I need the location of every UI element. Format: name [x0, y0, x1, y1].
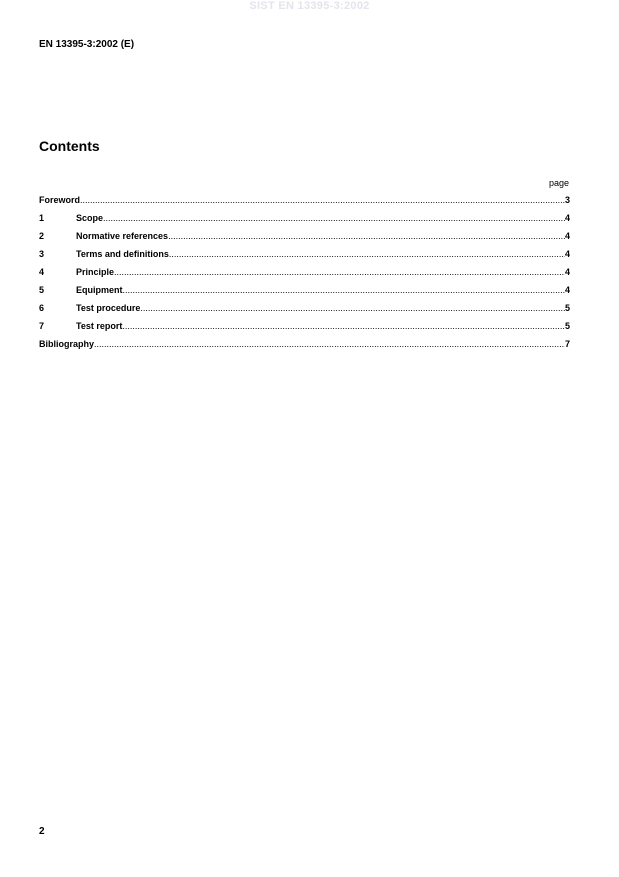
toc-entry-title: Scope	[76, 213, 104, 223]
toc-entry-number: 1	[39, 213, 45, 223]
toc-entry-title: Terms and definitions	[76, 249, 169, 259]
toc-entry-title: Test procedure	[76, 303, 141, 313]
table-of-contents	[39, 194, 570, 356]
toc-entry-terms-and-definitions[interactable]	[39, 248, 570, 266]
toc-dot-leader	[140, 303, 565, 314]
toc-entry-page: 4	[564, 249, 570, 259]
toc-dot-leader	[123, 285, 565, 296]
toc-dot-leader	[114, 267, 565, 278]
toc-entry-title: Test report	[76, 321, 123, 331]
toc-entry-title: Bibliography	[39, 339, 95, 349]
toc-entry-foreword[interactable]	[39, 194, 570, 212]
toc-entry-number: 3	[39, 249, 45, 259]
toc-dot-leader	[94, 339, 565, 350]
toc-entry-equipment[interactable]	[39, 284, 570, 302]
toc-entry-number: 4	[39, 267, 45, 277]
page-column-label: page	[548, 178, 569, 188]
toc-dot-leader	[168, 231, 565, 242]
toc-entry-normative-references[interactable]	[39, 230, 570, 248]
toc-entry-bibliography[interactable]	[39, 338, 570, 356]
toc-entry-page: 5	[564, 321, 570, 331]
toc-dot-leader	[169, 249, 565, 260]
toc-entry-scope[interactable]	[39, 212, 570, 230]
toc-entry-page: 4	[564, 231, 570, 241]
toc-entry-page: 3	[564, 195, 570, 205]
toc-entry-title: Normative references	[76, 231, 169, 241]
toc-entry-number: 7	[39, 321, 45, 331]
toc-entry-number: 5	[39, 285, 45, 295]
page-number: 2	[39, 826, 45, 837]
toc-dot-leader	[122, 321, 565, 332]
toc-entry-page: 5	[564, 303, 570, 313]
toc-entry-page: 4	[564, 213, 570, 223]
contents-heading: Contents	[39, 138, 100, 154]
toc-entry-title: Principle	[76, 267, 115, 277]
toc-entry-principle[interactable]	[39, 266, 570, 284]
toc-entry-page: 4	[564, 267, 570, 277]
toc-entry-test-procedure[interactable]	[39, 302, 570, 320]
toc-dot-leader	[80, 195, 565, 206]
toc-entry-number: 2	[39, 231, 45, 241]
toc-entry-title: Equipment	[76, 285, 123, 295]
toc-dot-leader	[103, 213, 565, 224]
toc-entry-test-report[interactable]	[39, 320, 570, 338]
toc-entry-number: 6	[39, 303, 45, 313]
watermark: SIST EN 13395-3:2002	[249, 0, 370, 12]
document-identifier: EN 13395-3:2002 (E)	[39, 39, 135, 50]
toc-entry-page: 7	[564, 339, 570, 349]
toc-entry-title: Foreword	[39, 195, 81, 205]
toc-entry-page: 4	[564, 285, 570, 295]
